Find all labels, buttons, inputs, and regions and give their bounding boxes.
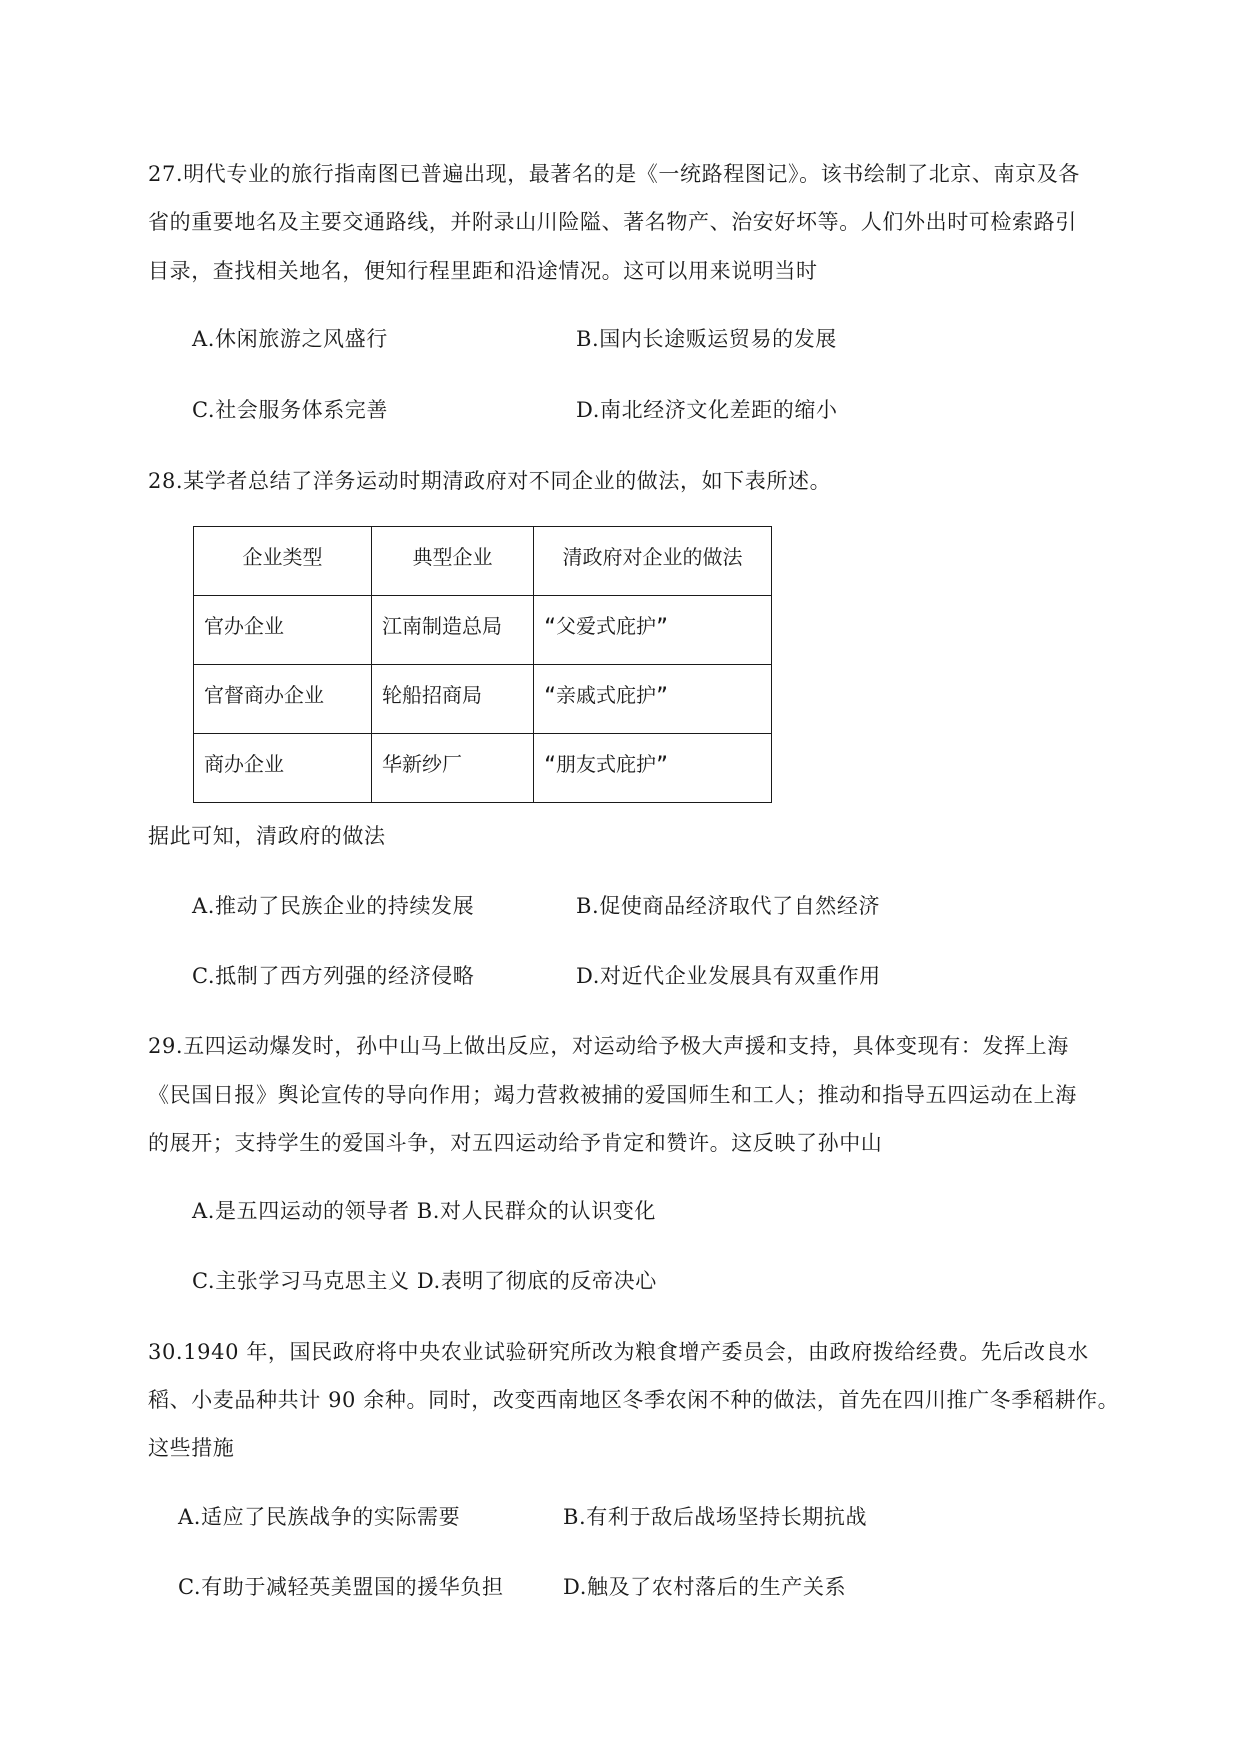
q29-options-cd[interactable]: C.主张学习马克思主义 D.表明了彻底的反帝决心	[192, 1269, 657, 1293]
table-cell: 商办企业	[194, 734, 372, 803]
q28-option-b[interactable]: B.促使商品经济取代了自然经济	[576, 894, 881, 918]
q28-option-a[interactable]: A.推动了民族企业的持续发展	[192, 894, 475, 918]
q28-option-d[interactable]: D.对近代企业发展具有双重作用	[576, 964, 881, 988]
table-row	[194, 596, 772, 665]
q28-stem: 28.某学者总结了洋务运动时期清政府对不同企业的做法，如下表所述。	[148, 469, 832, 493]
table-cell: “朋友式庇护”	[534, 734, 772, 803]
q28-option-c[interactable]: C.抵制了西方列强的经济侵略	[192, 964, 475, 988]
table-cell: 官办企业	[194, 596, 372, 665]
enterprise-table	[193, 526, 772, 803]
q29-stem-line-1: 29.五四运动爆发时，孙中山马上做出反应，对运动给予极大声援和支持，具体变现有：发挥上海	[148, 1034, 1069, 1058]
q27-stem-line-1: 27.明代专业的旅行指南图已普遍出现，最著名的是《一统路程图记》。该书绘制了北京、南京及各	[148, 162, 1080, 186]
q30-option-d[interactable]: D.触及了农村落后的生产关系	[563, 1575, 847, 1599]
table-cell: 江南制造总局	[372, 596, 534, 665]
table-header-row	[194, 527, 772, 596]
q29-options-ab[interactable]: A.是五四运动的领导者 B.对人民群众的认识变化	[192, 1199, 657, 1223]
q27-option-c[interactable]: C.社会服务体系完善	[192, 398, 388, 422]
q27-stem-line-2: 省的重要地名及主要交通路线，并附录山川险隘、著名物产、治安好坏等。人们外出时可检索路引	[148, 210, 1077, 234]
q27-stem-line-3: 目录，查找相关地名，便知行程里距和沿途情况。这可以用来说明当时	[148, 259, 818, 283]
q30-stem-line-2: 稻、小麦品种共计 90 余种。同时，改变西南地区冬季农闲不种的做法，首先在四川推广冬季稻耕作。	[148, 1388, 1120, 1412]
q30-option-b[interactable]: B.有利于敌后战场坚持长期抗战	[563, 1505, 868, 1529]
q30-stem-line-1: 30.1940 年，国民政府将中央农业试验研究所改为粮食增产委员会，由政府拨给经费。先后改良水	[148, 1340, 1089, 1364]
q30-stem-line-3: 这些措施	[148, 1436, 235, 1460]
table-cell: “父爱式庇护”	[534, 596, 772, 665]
q27-option-a[interactable]: A.休闲旅游之风盛行	[192, 327, 388, 351]
q30-option-a[interactable]: A.适应了民族战争的实际需要	[178, 1505, 461, 1529]
q29-stem-line-3: 的展开；支持学生的爱国斗争，对五四运动给予肯定和赞许。这反映了孙中山	[148, 1131, 883, 1155]
table-header-cell: 典型企业	[372, 527, 534, 596]
table-header-cell: 清政府对企业的做法	[534, 527, 772, 596]
q28-after-table: 据此可知，清政府的做法	[148, 824, 386, 848]
table-header-cell: 企业类型	[194, 527, 372, 596]
q27-option-d[interactable]: D.南北经济文化差距的缩小	[576, 398, 838, 422]
table-cell: 轮船招商局	[372, 665, 534, 734]
table-cell: 官督商办企业	[194, 665, 372, 734]
table-row	[194, 734, 772, 803]
table-cell: “亲戚式庇护”	[534, 665, 772, 734]
table-row	[194, 665, 772, 734]
q30-option-c[interactable]: C.有助于减轻英美盟国的援华负担	[178, 1575, 504, 1599]
table-cell: 华新纱厂	[372, 734, 534, 803]
q29-stem-line-2: 《民国日报》舆论宣传的导向作用；竭力营救被捕的爱国师生和工人；推动和指导五四运动在上海	[148, 1083, 1077, 1107]
q27-option-b[interactable]: B.国内长途贩运贸易的发展	[576, 327, 837, 351]
